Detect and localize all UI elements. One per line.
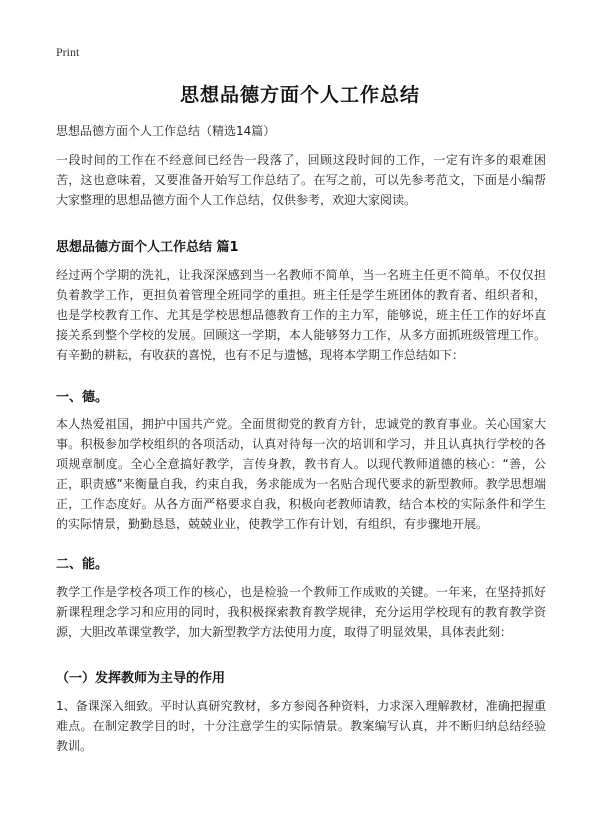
- intro-paragraph: 一段时间的工作在不经意间已经告一段落了，回顾这段时间的工作，一定有许多的艰难困苦，这也意味着，又要准备开始写工作总结了。在写之前，可以先参考范文，下面是小编帮大家整理的思想品德方面个人工作总结，仅供参考，欢迎大家阅读。: [56, 153, 546, 207]
- article1-heading: 思想品德方面个人工作总结 篇1: [56, 240, 239, 255]
- article1-intro-paragraph: 经过两个学期的洗礼，让我深深感到当一名教师不简单，当一名班主任更不简单。不仅仅担负着教学工作，更担负着管理全班同学的重担。班主任是学生班团体的教育者、组织者和，也是学校教育工作、尤其是学校思想品德教育工作的主力军，能够说，班主任工作的好坏直接关系到整个学校的发展。回顾这一学期，本人能够努力工作，从多方面抓班级管理工作。有辛勤的耕耘，有收获的喜悦，也有不足与遗憾，现将本学期工作总结如下：: [56, 268, 546, 362]
- lesson-prep-paragraph: 1、备课深入细致。平时认真研究教材，多方参阅各种资料，力求深入理解教材，准确把握重难点。在制定教学目的时，十分注意学生的实际情景。教案编写认真，并不断归纳总结经验教训。: [56, 699, 546, 753]
- section-ability-heading: 二、能。: [56, 557, 109, 572]
- subsection-teacher-lead-heading: （一）发挥教师为主导的作用: [56, 671, 226, 686]
- section-virtue-paragraph: 本人热爱祖国，拥护中国共产党。全面贯彻党的教育方针，忠诚党的教育事业。关心国家大事。积极参加学校组织的各项活动，认真对待每一次的培训和学习，并且认真执行学校的各项规章制度。全心全意搞好教学，言传身教，教书育人。以现代教师道德的核心：“善，公正，职责感”来衡量自我，约束自我，务求能成为一名贴合现代要求的新型教师。教学思想端正，工作态度好。从各方面严格要求自我，积极向老教师请教，结合本校的实际条件和学生的实际情景，勤勤恳恳，兢兢业业，使教学工作有计划，有组织，有步骤地开展。: [56, 417, 546, 531]
- section-ability-paragraph: 教学工作是学校各项工作的核心，也是检验一个教师工作成败的关键。一年来，在坚持抓好新课程理念学习和应用的同时，我积极探索教育教学规律，充分运用学校现有的教育教学资源，大胆改革课堂教学，加大新型教学方法使用力度，取得了明显效果，具体表此刻：: [56, 585, 546, 639]
- document-title: 思想品德方面个人工作总结: [179, 84, 420, 106]
- document-subtitle: 思想品德方面个人工作总结（精选14篇）: [56, 124, 276, 138]
- print-link[interactable]: Print: [56, 45, 80, 59]
- section-virtue-heading: 一、德。: [56, 390, 109, 405]
